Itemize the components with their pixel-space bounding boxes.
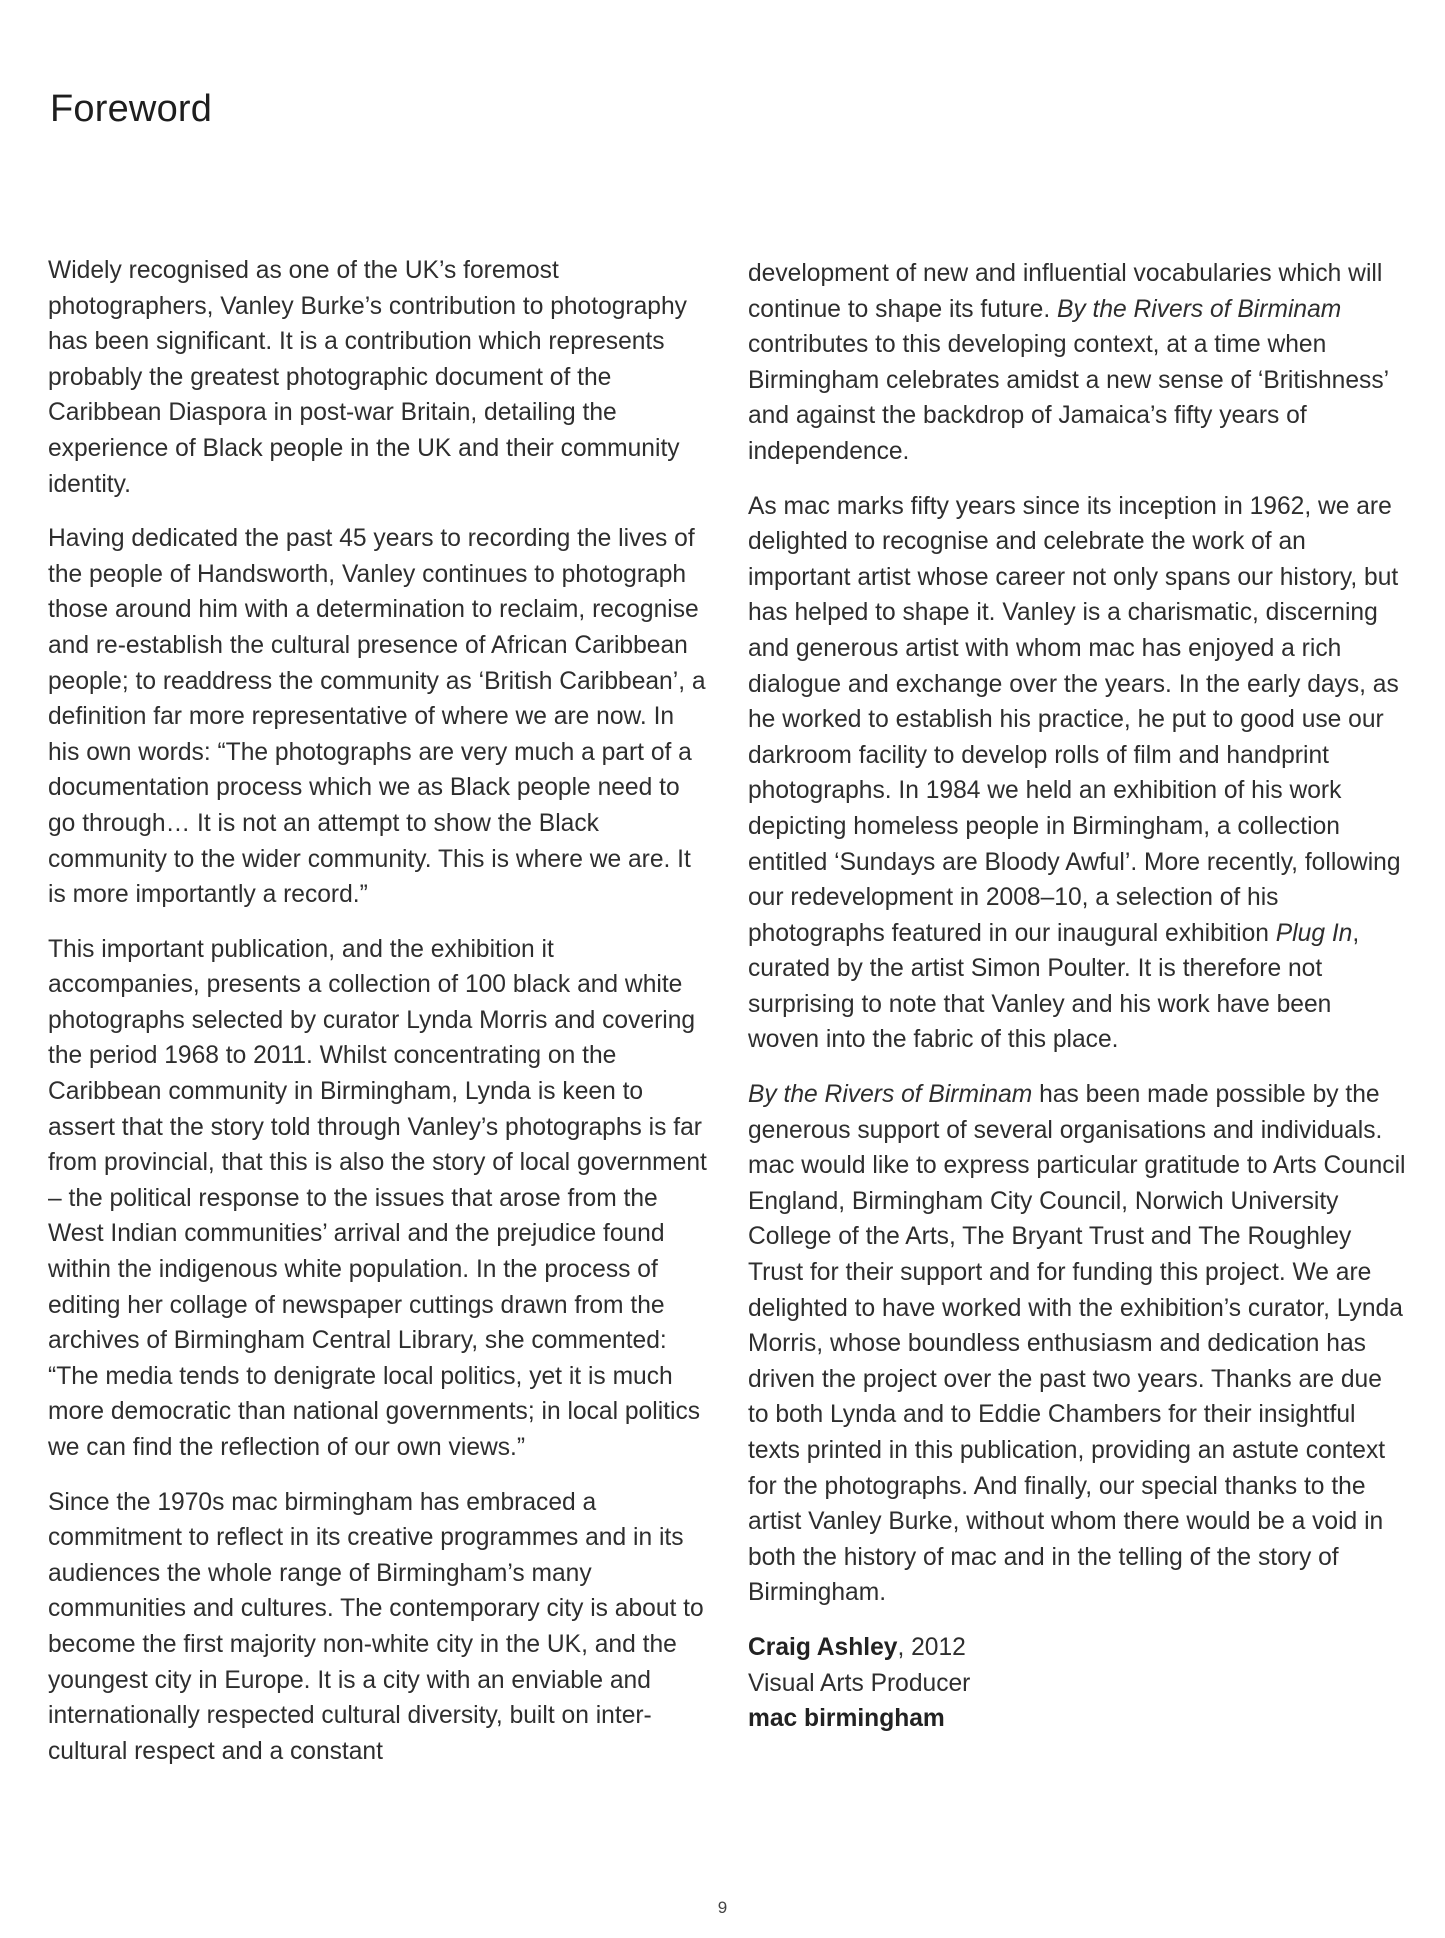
signature-role: Visual Arts Producer [748,1669,971,1697]
signature-org: mac birmingham [748,1705,945,1733]
signature-name-line [748,1630,1408,1666]
text-run: has been made possible by the generous support of several organisations and individuals. mac would like to express particular gratitude to Arts Council England, Birmingham City Council, Norwich University College of the Arts, The Bryant Trust and The Roughley Trust for their support and for funding this project. We are delighted to have worked with the exhibition’s curator, Lynda Morris, whose boundless enthusiasm and dedication has driven the project over the past two years. Thanks are due to both Lynda and to Eddie Chambers for their insightful texts printed in this publication, providing an astute context for the photographs. And finally, our special thanks to the artist Vanley Burke, without whom there would be a void in both the history of mac and in the telling of the story of Birmingham. [748,1081,1406,1607]
paragraph-vocabularies [748,256,1408,470]
signature-name: Craig Ashley [748,1633,898,1661]
signature-org-line [748,1701,1408,1737]
page-title: Foreword [50,88,213,130]
book-title: By the Rivers of Birminam [1056,295,1342,323]
paragraph-fifty-years [748,489,1408,1059]
paragraph-mac-commitment: Since the 1970s mac birmingham has embraced a commitment to reflect in its creative programmes and in its audiences the whole range of Birmingham’s many communities and cultures. The contemporary city is about to become the first majority non-white city in the UK, and the youngest city in Europe. It is a city with an enviable and internationally respected cultural diversity, built on inter-cultural respect and a constant [48,1488,704,1765]
signature-block [748,1630,1408,1737]
paragraph-intro: Widely recognised as one of the UK’s foremost photographers, Vanley Burke’s contribution to photography has been significant. It is a contribution which represents probably the greatest photographic document of the Caribbean Diaspora in post-war Britain, detailing the experience of Black people in the UK and their community identity. [48,257,687,498]
signature-year: , 2012 [897,1633,966,1661]
paragraph-acknowledgements [748,1077,1408,1611]
text-run: As mac marks fifty years since its inception in 1962, we are delighted to recognise and celebrate the work of an important artist whose career not only spans our history, but has helped to shape it. Vanley is a charismatic, discerning and generous artist with whom mac has enjoyed a rich dialogue and exchange over the years. In the early days, as he worked to establish his practice, he put to good use our darkroom facility to develop rolls of film and handprint photographs. In 1984 we held an exhibition of his work depicting homeless people in Birmingham, a collection entitled ‘Sundays are Bloody Awful’. More recently, following our redevelopment in 2008–10, a selection of his photographs featured in our inaugural exhibition [748,492,1401,947]
left-column [48,253,708,1788]
book-title: By the Rivers of Birminam [748,1081,1033,1109]
paragraph-publication: This important publication, and the exhibition it accompanies, presents a collection of 100 black and white photographs selected by curator Lynda Morris and covering the period 1968 to 2011. Whilst concentrating on the Caribbean community in Birmingham, Lynda is keen to assert that the story told through Vanley’s photographs is far from provincial, that this is also the story of local government – the political response to the issues that arose from the West Indian communities’ arrival and the prejudice found within the indigenous white population. In the process of editing her collage of newspaper cuttings drawn from the archives of Birmingham Central Library, she commented: “The media tends to denigrate local politics, yet it is much more democratic than national governments; in local politics we can find the reflection of our own views.” [48,935,707,1461]
exhibition-title: Plug In [1275,919,1353,947]
text-run: , curated by the artist Simon Poulter. It is therefore not surprising to note that Vanley and his work have been woven into the fabric of this place. [748,919,1360,1054]
page-number: 9 [717,1898,728,1917]
text-run: contributes to this developing context, at a time when Birmingham celebrates amidst a new sense of ‘Britishness’ and against the backdrop of Jamaica’s fifty years of independence. [748,331,1389,465]
paragraph-handsworth: Having dedicated the past 45 years to recording the lives of the people of Handsworth, Vanley continues to photograph those around him with a determination to reclaim, recognise and re-establish the cultural presence of African Caribbean people; to readdress the community as ‘British Caribbean’, a definition far more representative of where we are now. In his own words: “The photographs are very much a part of a documentation process which we as Black people need to go through… It is not an attempt to show the Black community to the wider community. This is where we are. It is more importantly a record.” [48,525,706,909]
text-run: development of new and influential vocabularies which will continue to shape its future. [748,260,1383,323]
right-column [748,256,1408,1737]
